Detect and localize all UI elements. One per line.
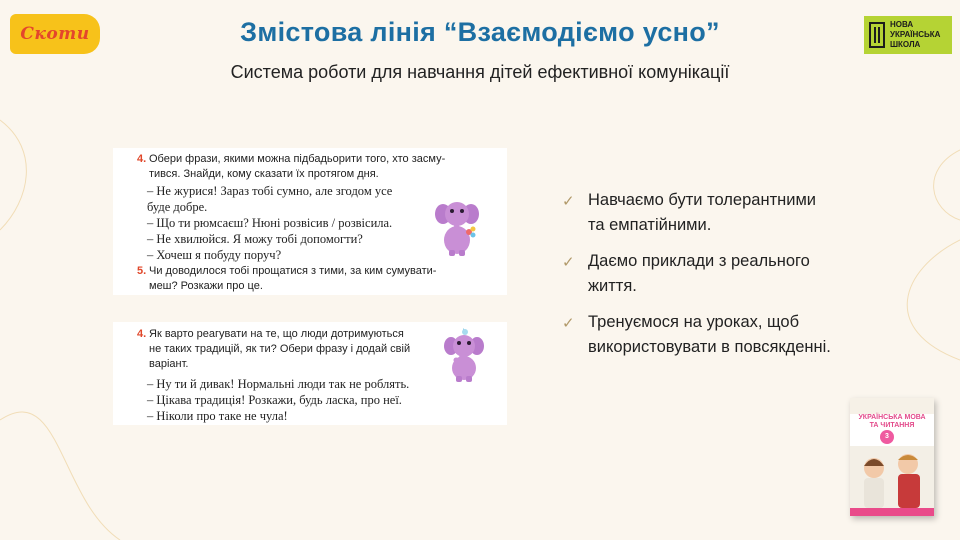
task-4-prompt: 4. Обери фрази, якими можна підбадьорити того, хто засму- тився. Знайди, кому сказати їх протягом дня. (137, 153, 446, 180)
textbook-excerpt-1 (113, 148, 507, 295)
list-item: ✓ Тренуємося на уроках, щоб використовувати в повсякденні. (562, 313, 831, 356)
reply-list (147, 183, 392, 263)
reply-line: – Не журися! Зараз тобі сумно, але згодом усе (147, 184, 393, 198)
task-4-prompt: 4. Як варто реагувати на те, що люди дотримуються не таких традицій, як ти? Обери фразу і додай свій варіант. (137, 328, 411, 370)
children-illustration (850, 446, 934, 516)
publisher-logo-lettering: Скоти (20, 24, 90, 44)
reply-line: – Ну ти й дивак! Нормальні люди так не роблять. (147, 377, 410, 391)
reply-line: буде добре. (147, 200, 208, 214)
reply-line: – Ніколи про таке не чула! (147, 409, 288, 423)
textbook-excerpt-2 (113, 322, 507, 425)
book-title: УКРАЇНСЬКА МОВА ТА ЧИТАННЯ (858, 414, 926, 429)
task-5-prompt: 5. Чи доводилося тобі прощатися з тими, за ким сумувати- меш? Розкажи про це. (137, 265, 437, 292)
book-cover-image (850, 398, 934, 516)
check-icon: ✓ (562, 193, 575, 210)
reply-line: – Що ти рюмсаєш? Нюні розвісив / розвісила. (147, 216, 393, 230)
elephant-illustration (443, 326, 485, 382)
task-number: 4. (137, 153, 147, 165)
page-subtitle: Система роботи для навчання дітей ефективної комунікації (230, 62, 730, 82)
task-number: 5. (137, 265, 147, 277)
page-title: Змістова лінія “Взаємодіємо усно” (240, 17, 720, 47)
check-icon: ✓ (562, 254, 575, 271)
elephant-illustration (435, 196, 481, 256)
reply-line: – Хочеш я побуду поруч? (147, 248, 282, 262)
key-points-list (562, 188, 882, 371)
check-icon: ✓ (562, 315, 575, 332)
grade-badge: 3 (880, 430, 894, 444)
task-number: 4. (137, 328, 147, 340)
list-item: ✓ Навчаємо бути толерантними та емпатійними. (562, 191, 817, 234)
list-item: ✓ Даємо приклади з реального життя. (562, 252, 810, 295)
reply-line: – Цікава традиція! Розкажи, будь ласка, про неї. (147, 393, 402, 407)
nush-logo-text: НОВА УКРАЇНСЬКА ШКОЛА (890, 20, 941, 49)
reply-list (147, 376, 409, 424)
reply-line: – Не хвилюйся. Я можу тобі допомогти? (147, 232, 363, 246)
